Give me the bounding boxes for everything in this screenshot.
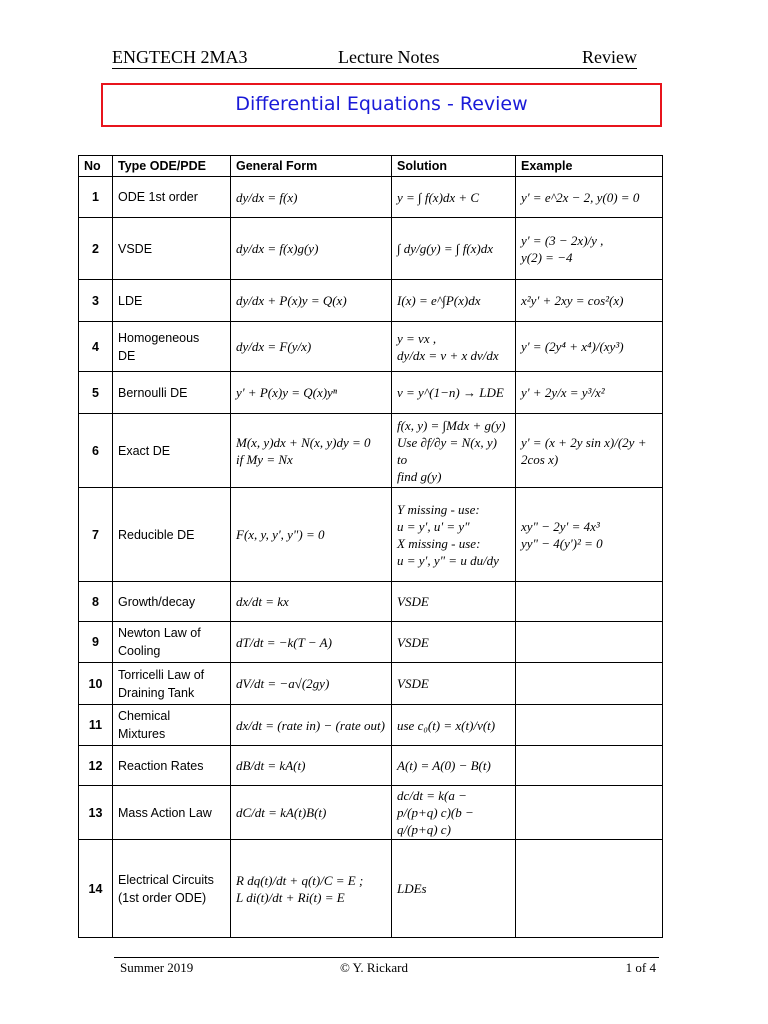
type-cell-line: Mixtures xyxy=(118,727,166,741)
table-row xyxy=(79,786,663,840)
solution-cell-line: X missing - use: xyxy=(397,535,481,551)
solution-cell-line: I(x) = e^∫P(x)dx xyxy=(397,293,481,308)
row-number: 3 xyxy=(79,280,113,322)
solution-cell xyxy=(392,746,516,786)
solution-cell xyxy=(392,488,516,582)
solution-cell xyxy=(392,177,516,218)
example-cell xyxy=(516,488,663,582)
table-header-row xyxy=(79,156,663,177)
example-cell-line: y' = (3 − 2x)/y , xyxy=(521,232,604,248)
solution-cell xyxy=(392,372,516,414)
general-form-cell xyxy=(231,414,392,488)
type-cell-line: DE xyxy=(118,348,136,363)
solution-cell-line: find g(y) xyxy=(397,468,442,484)
type-cell xyxy=(113,177,231,218)
general-form-cell xyxy=(231,786,392,840)
type-cell-line: Cooling xyxy=(118,644,161,658)
row-number: 6 xyxy=(79,414,113,488)
row-number: 4 xyxy=(79,322,113,372)
table-row xyxy=(79,414,663,488)
solution-cell-line: dc/dt = k(a − p/(p+q) c)(b − q/(p+q) c) xyxy=(397,788,474,837)
general-form-cell-line: dV/dt = −a√(2gy) xyxy=(236,676,330,691)
row-number: 10 xyxy=(79,663,113,705)
solution-cell-line: u = y', u' = y" xyxy=(397,518,470,534)
row-number: 8 xyxy=(79,582,113,622)
row-number: 5 xyxy=(79,372,113,414)
column-header: Example xyxy=(516,156,663,177)
solution-cell xyxy=(392,280,516,322)
type-cell xyxy=(113,322,231,372)
solution-cell-line: use c₀(t) = x(t)/v(t) xyxy=(397,717,496,733)
general-form-cell xyxy=(231,622,392,663)
example-cell xyxy=(516,705,663,746)
general-form-cell xyxy=(231,372,392,414)
header-section: Lecture Notes xyxy=(338,47,440,67)
type-cell xyxy=(113,663,231,705)
table-row xyxy=(79,280,663,322)
solution-cell xyxy=(392,663,516,705)
type-cell xyxy=(113,705,231,746)
column-header: Type ODE/PDE xyxy=(113,156,231,177)
type-cell-line: Newton Law of xyxy=(118,626,201,640)
general-form-cell-line: dB/dt = kA(t) xyxy=(236,758,306,773)
type-cell-line: VSDE xyxy=(118,241,153,256)
general-form-cell xyxy=(231,280,392,322)
general-form-cell-line: dx/dt = kx xyxy=(236,594,289,609)
type-cell xyxy=(113,786,231,840)
type-cell-line: (1st order ODE) xyxy=(118,890,207,905)
example-cell xyxy=(516,218,663,280)
page-header xyxy=(112,47,637,69)
general-form-cell xyxy=(231,488,392,582)
solution-cell xyxy=(392,840,516,938)
solution-cell xyxy=(392,705,516,746)
equations-table xyxy=(78,155,663,938)
example-cell xyxy=(516,322,663,372)
footer-author: © Y. Rickard xyxy=(340,960,409,975)
type-cell xyxy=(113,414,231,488)
general-form-cell-line: dy/dx = f(x) xyxy=(236,189,298,205)
example-cell-line: yy" − 4(y')² = 0 xyxy=(521,535,603,551)
general-form-cell-line: dy/dx + P(x)y = Q(x) xyxy=(236,293,347,308)
solution-cell-line: Y missing - use: xyxy=(397,501,480,517)
footer-term: Summer 2019 xyxy=(120,960,194,975)
solution-cell-line: VSDE xyxy=(397,676,429,691)
type-cell xyxy=(113,746,231,786)
title-box xyxy=(101,83,662,127)
example-cell xyxy=(516,840,663,938)
footer-rule xyxy=(114,957,659,958)
table-row xyxy=(79,177,663,218)
course-code: ENGTECH 2MA3 xyxy=(112,47,248,67)
example-cell-line: y' + 2y/x = y³/x² xyxy=(521,385,605,400)
table-row xyxy=(79,622,663,663)
example-cell xyxy=(516,177,663,218)
general-form-cell xyxy=(231,582,392,622)
general-form-cell-line: dx/dt = (rate in) − (rate out) xyxy=(236,717,385,733)
type-cell xyxy=(113,582,231,622)
solution-cell-line: f(x, y) = ∫Mdx + g(y) xyxy=(397,417,506,433)
type-cell xyxy=(113,372,231,414)
general-form-cell-line: dT/dt = −k(T − A) xyxy=(236,634,332,650)
solution-cell-line: LDEs xyxy=(397,881,427,896)
solution-cell-line: y = vx , xyxy=(397,330,437,346)
table-row xyxy=(79,488,663,582)
solution-cell-line: ∫ dy/g(y) = ∫ f(x)dx xyxy=(397,241,494,256)
general-form-cell-line: dy/dx = f(x)g(y) xyxy=(236,241,319,256)
solution-cell-line: A(t) = A(0) − B(t) xyxy=(397,758,491,773)
solution-cell xyxy=(392,582,516,622)
row-number: 13 xyxy=(79,786,113,840)
type-cell xyxy=(113,840,231,938)
type-cell xyxy=(113,218,231,280)
type-cell-line: Exact DE xyxy=(118,443,171,458)
row-number: 1 xyxy=(79,177,113,218)
type-cell-line: Mass Action Law xyxy=(118,805,212,820)
table-row xyxy=(79,840,663,938)
example-cell-line: x²y' + 2xy = cos²(x) xyxy=(521,293,624,308)
solution-cell xyxy=(392,786,516,840)
table-row xyxy=(79,322,663,372)
table-row xyxy=(79,746,663,786)
type-cell xyxy=(113,280,231,322)
example-cell xyxy=(516,280,663,322)
table-row xyxy=(79,705,663,746)
example-cell xyxy=(516,372,663,414)
column-header: Solution xyxy=(392,156,516,177)
header-rule xyxy=(112,68,637,69)
type-cell-line: Chemical xyxy=(118,709,171,723)
example-cell-line: y' = e^2x − 2, y(0) = 0 xyxy=(521,189,640,205)
type-cell-line: ODE 1st order xyxy=(118,190,198,204)
type-cell-line: Reducible DE xyxy=(118,527,195,542)
general-form-cell xyxy=(231,746,392,786)
solution-cell xyxy=(392,414,516,488)
example-cell-line: y' = (2y⁴ + x⁴)/(xy³) xyxy=(521,339,624,354)
row-number: 12 xyxy=(79,746,113,786)
table-row xyxy=(79,372,663,414)
page-footer xyxy=(120,960,656,978)
type-cell-line: Draining Tank xyxy=(118,685,195,700)
footer-page: 1 of 4 xyxy=(625,960,656,975)
example-cell-line: y' = (x + 2y sin x)/(2y + 2cos x) xyxy=(521,434,647,467)
solution-cell-line: Use ∂f/∂y = N(x, y) to xyxy=(397,434,497,467)
general-form-cell xyxy=(231,218,392,280)
row-number: 2 xyxy=(79,218,113,280)
row-number: 14 xyxy=(79,840,113,938)
type-cell xyxy=(113,622,231,663)
example-cell xyxy=(516,746,663,786)
solution-cell xyxy=(392,218,516,280)
row-number: 9 xyxy=(79,622,113,663)
general-form-cell xyxy=(231,322,392,372)
example-cell xyxy=(516,786,663,840)
table-row xyxy=(79,582,663,622)
example-cell xyxy=(516,622,663,663)
general-form-cell-line: R dq(t)/dt + q(t)/C = E ; xyxy=(236,872,364,888)
general-form-cell xyxy=(231,663,392,705)
row-number: 11 xyxy=(79,705,113,746)
type-cell-line: Growth/decay xyxy=(118,594,196,609)
example-cell xyxy=(516,582,663,622)
column-header: General Form xyxy=(231,156,392,177)
solution-cell-line: v = y^(1−n) → LDE xyxy=(397,385,504,400)
page-title: Differential Equations - Review xyxy=(235,93,528,115)
example-cell-line: xy" − 2y' = 4x³ xyxy=(521,518,600,534)
table-row xyxy=(79,218,663,280)
solution-cell xyxy=(392,622,516,663)
general-form-cell-line: if My = Nx xyxy=(236,451,293,467)
general-form-cell-line: F(x, y, y', y") = 0 xyxy=(236,527,325,542)
column-header: No xyxy=(79,156,113,177)
solution-cell xyxy=(392,322,516,372)
solution-cell-line: VSDE xyxy=(397,634,429,650)
type-cell-line: Reaction Rates xyxy=(118,758,204,773)
general-form-cell-line: L di(t)/dt + Ri(t) = E xyxy=(236,889,345,905)
general-form-cell-line: dC/dt = kA(t)B(t) xyxy=(236,805,327,820)
general-form-cell-line: dy/dx = F(y/x) xyxy=(236,339,312,354)
general-form-cell xyxy=(231,705,392,746)
solution-cell-line: y = ∫ f(x)dx + C xyxy=(397,189,480,205)
example-cell xyxy=(516,663,663,705)
type-cell-line: Bernoulli DE xyxy=(118,385,188,400)
general-form-cell xyxy=(231,840,392,938)
type-cell-line: LDE xyxy=(118,293,143,308)
type-cell-line: Homogeneous xyxy=(118,330,200,345)
general-form-cell-line: M(x, y)dx + N(x, y)dy = 0 xyxy=(236,434,371,450)
example-cell-line: y(2) = −4 xyxy=(521,249,573,265)
example-cell xyxy=(516,414,663,488)
header-topic: Review xyxy=(582,47,637,67)
solution-cell-line: dy/dx = v + x dv/dx xyxy=(397,347,499,363)
type-cell-line: Electrical Circuits xyxy=(118,872,214,887)
type-cell xyxy=(113,488,231,582)
solution-cell-line: u = y', y" = u du/dy xyxy=(397,552,499,568)
table-row xyxy=(79,663,663,705)
solution-cell-line: VSDE xyxy=(397,594,429,609)
type-cell-line: Torricelli Law of xyxy=(118,667,205,682)
general-form-cell-line: y' + P(x)y = Q(x)yⁿ xyxy=(236,385,337,400)
row-number: 7 xyxy=(79,488,113,582)
general-form-cell xyxy=(231,177,392,218)
